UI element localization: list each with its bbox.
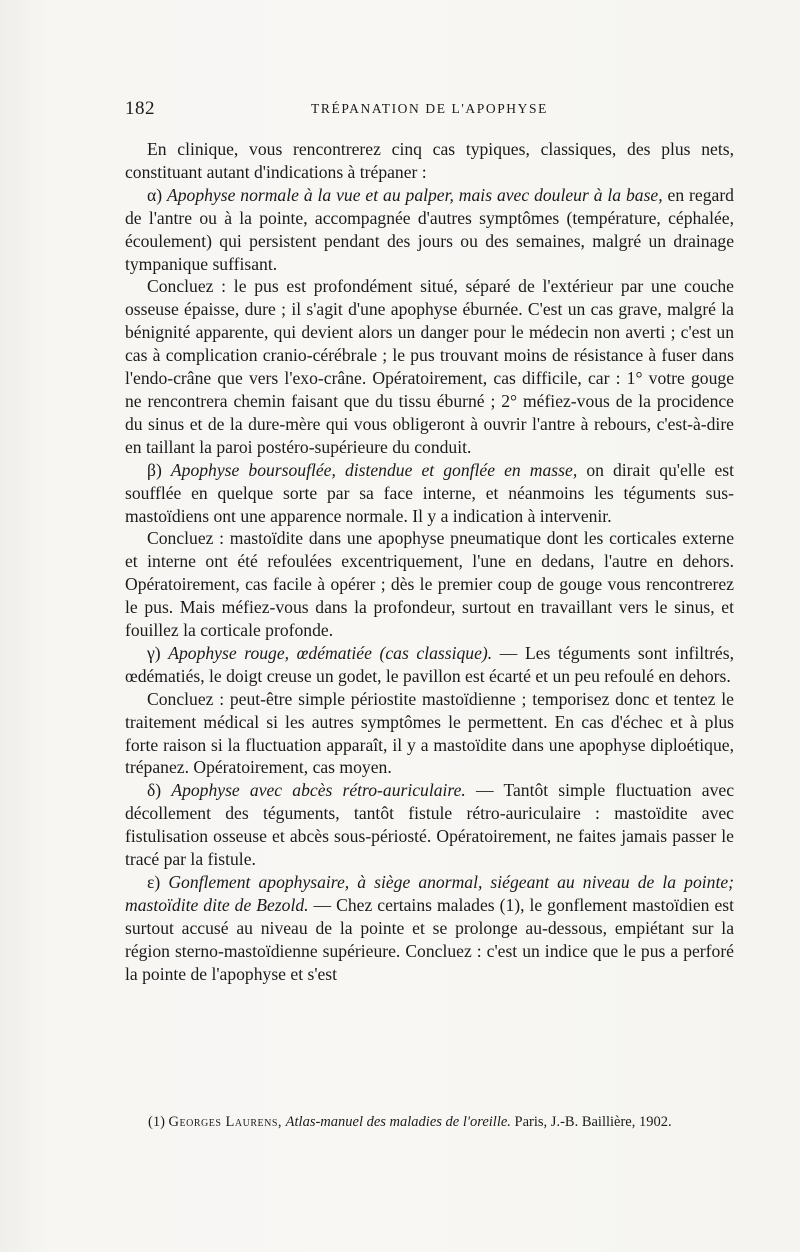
intro-paragraph: En clinique, vous rencontrerez cinq cas typiques, classiques, des plus nets, constituant autant d'indications à trépaner : [125, 139, 734, 182]
case-marker: δ) [147, 780, 162, 801]
case-heading: Apophyse avec abcès rétro-auriculaire. [171, 780, 466, 801]
page-number: 182 [125, 98, 155, 119]
footnote-author: Georges Laurens, [168, 1114, 283, 1130]
footnote-title: Atlas-manuel des maladies de l'oreille. [285, 1114, 511, 1130]
case-text: on dirait qu'elle est soufflée en quelque sorte par sa face interne, et néanmoins les téguments sus-mastoïdiens ont une apparence normale. Il y a indication à intervenir. [125, 459, 734, 526]
case-gamma-conclusion: Concluez : peut-être simple périostite mastoïdienne ; temporisez donc et tentez le traitement médical si les autres symptômes le permettent. En cas d'échec et à plus forte raison si la fluctuation apparaît, il y a mastoïdite dans une apophyse diploétique, trépanez. Opératoirement, cas moyen. [125, 688, 734, 778]
case-beta [125, 459, 734, 528]
case-alpha-conclusion: Concluez : le pus est profondément situé, séparé de l'extérieur par une couche osseuse épaisse, dure ; il s'agit d'une apophyse éburnée. C'est un cas grave, malgré la bénignité apparente, qui devient alors un danger pour le médecin non averti ; c'est un cas à complication cranio-cérébrale ; le pus trouvant moins de résistance à fuser dans l'endo-crâne que vers l'exo-crâne. Opératoirement, cas difficile, car : 1° votre gouge ne rencontrera chemin faisant que du tissu éburné ; 2° méfiez-vous de la procidence du sinus et de la dure-mère qui vous obligeront à ouvrir l'antre à rebours, c'est-à-dire en taillant la paroi postéro-supérieure du conduit. [125, 276, 734, 457]
case-text: — Tantôt simple fluctuation avec décollement des téguments, tantôt fistule rétro-auriculaire : mastoïdite avec fistulisation osseuse et abcès sous-périosté. Opératoirement, ne faites jamais passer le tracé par la fistule. [125, 780, 734, 870]
case-text: — Chez certains malades (1), le gonflement mastoïdien est surtout accusé au niveau de la pointe et se prolonge au-dessous, empiétant sur la région sterno-mastoïdienne supérieure. Concluez : c'est un indice que le pus a perforé la pointe de l'apophyse et s'est [125, 894, 735, 984]
footnote-marker: (1) [148, 1114, 165, 1130]
case-text: en regard de l'antre ou à la pointe, accompagnée d'autres symptômes (température, céphalée, écoulement) qui persistent pendant des jours ou des semaines, malgré un drainage tympanique suffisant. [125, 184, 734, 274]
body-text [125, 138, 734, 986]
running-title: TRÉPANATION DE L'APOPHYSE [311, 101, 548, 116]
case-heading: Apophyse normale à la vue et au palper, mais avec douleur à la base, [166, 184, 663, 205]
footnote [148, 1112, 748, 1132]
case-alpha [125, 184, 734, 276]
case-text: — Les téguments sont infiltrés, œdématiés, le doigt creuse un godet, le pavillon est écarté et un peu refoulé en dehors. [125, 642, 734, 686]
case-heading: Apophyse boursouflée, distendue et gonflée en masse, [170, 459, 578, 480]
case-heading: Gonflement apophysaire, à siège anormal, siégeant au niveau de la pointe; mastoïdite dite de Bezold. [125, 872, 735, 915]
case-gamma [125, 642, 734, 688]
case-marker: ε) [147, 872, 161, 892]
case-marker: γ) [147, 642, 161, 663]
case-heading: Apophyse rouge, œdématiée (cas classique). [168, 642, 493, 663]
case-marker: α) [147, 184, 163, 205]
running-header [125, 98, 734, 122]
footnote-publisher: Paris, J.-B. Baillière, 1902. [514, 1114, 672, 1130]
case-delta [125, 779, 734, 871]
case-marker: β) [147, 459, 162, 480]
case-beta-conclusion: Concluez : mastoïdite dans une apophyse pneumatique dont les corticales externe et interne ont été refoulées excentriquement, l'une en dedans, l'autre en dehors. Opératoirement, cas facile à opérer ; dès le premier coup de gouge vous rencontrerez le pus. Mais méfiez-vous dans la profondeur, surtout en travaillant vers le sinus, et fouillez la corticale profonde. [125, 528, 734, 641]
case-epsilon [125, 871, 734, 986]
